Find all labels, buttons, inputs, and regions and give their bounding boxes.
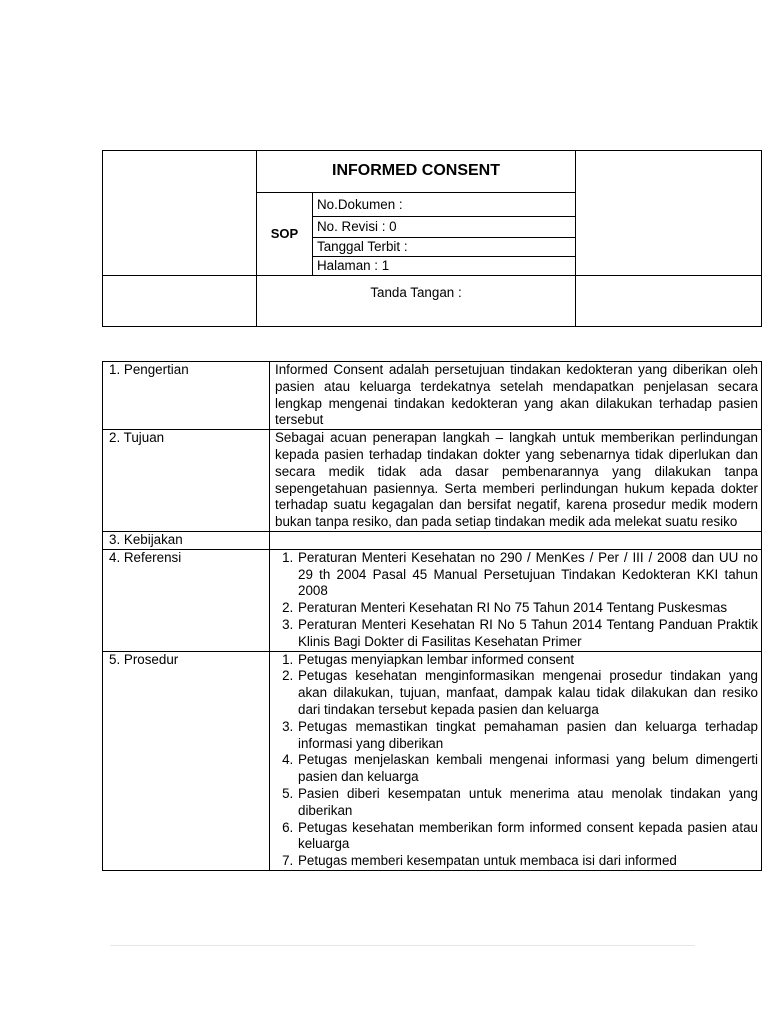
section-row-kebijakan (103, 531, 762, 549)
logo-right-cell (576, 151, 762, 276)
prosedur-list (275, 652, 758, 870)
section-row-pengertian (103, 362, 762, 430)
sop-body-table (102, 361, 762, 871)
logo-left-cell (103, 151, 257, 276)
section-text (270, 531, 762, 549)
list-item: 4. Petugas menjelaskan kembali mengenai informasi yang belum dimengerti pasien dan keluarga (297, 752, 758, 786)
halaman-field: Halaman : 1 (313, 257, 576, 276)
list-item: 3. Peraturan Menteri Kesehatan RI No 5 Tahun 2014 Tentang Panduan Praktik Klinis Bagi Dokter di Fasilitas Kesehatan Primer (297, 617, 758, 651)
page-divider (110, 945, 695, 946)
section-row-prosedur (103, 651, 762, 870)
list-item: 5. Pasien diberi kesempatan untuk menerima atau menolak tindakan yang diberikan (297, 786, 758, 820)
section-label: 1. Pengertian (103, 362, 270, 430)
referensi-list (275, 550, 758, 651)
no-revisi-field: No. Revisi : 0 (313, 217, 576, 238)
section-row-tujuan (103, 430, 762, 532)
sop-label: SOP (257, 193, 313, 276)
list-item: 1. Peraturan Menteri Kesehatan no 290 / MenKes / Per / III / 2008 dan UU no 29 th 2004 Pasal 45 Manual Persetujuan Tindakan Kedokteran KKI tahun 2008 (297, 550, 758, 600)
signature-right-cell (576, 276, 762, 327)
list-item: 1. Petugas menyiapkan lembar informed consent (297, 652, 758, 669)
list-item: 7. Petugas memberi kesempatan untuk membaca isi dari informed (297, 853, 758, 870)
no-dokumen-field: No.Dokumen : (313, 193, 576, 217)
section-label: 3. Kebijakan (103, 531, 270, 549)
section-label: 5. Prosedur (103, 651, 270, 870)
section-text: Sebagai acuan penerapan langkah – langkah untuk memberikan perlindungan kepada pasien terhadap tindakan dokter yang sebenarnya tidak diperlukan dan secara medik tidak ada dasar pembenarannya yang dilakukan tanpa sepengetahuan pasiennya. Serta memberi perlindungan hukum kepada dokter terhadap suatu kegagalan dan bersifat negatif, karena prosedur medik modern bukan tanpa resiko, dan pada setiap tindakan medik ada melekat suatu resiko (270, 430, 762, 532)
document-title: INFORMED CONSENT (257, 151, 576, 193)
list-item: 3. Petugas memastikan tingkat pemahaman pasien dan keluarga terhadap informasi yang diberikan (297, 719, 758, 753)
section-label: 4. Referensi (103, 549, 270, 651)
tanda-tangan-field: Tanda Tangan : (257, 276, 576, 327)
sop-header-table (102, 150, 762, 327)
list-item: 2. Petugas kesehatan menginformasikan mengenai prosedur tindakan yang akan dilakukan, tujuan, manfaat, dampak kalau tidak dilakukan dan resiko dari tindakan tersebut kepada pasien dan keluarga (297, 668, 758, 718)
section-label: 2. Tujuan (103, 430, 270, 532)
list-item: 2. Peraturan Menteri Kesehatan RI No 75 Tahun 2014 Tentang Puskesmas (297, 600, 758, 617)
signature-left-cell (103, 276, 257, 327)
tanggal-terbit-field: Tanggal Terbit : (313, 238, 576, 257)
section-text: Informed Consent adalah persetujuan tindakan kedokteran yang diberikan oleh pasien atau keluarga terdekatnya setelah mendapatkan penjelasan secara lengkap mengenai tindakan kedokteran yang akan dilakukan terhadap pasien tersebut (270, 362, 762, 430)
section-row-referensi (103, 549, 762, 651)
list-item: 6. Petugas kesehatan memberikan form informed consent kepada pasien atau keluarga (297, 820, 758, 854)
